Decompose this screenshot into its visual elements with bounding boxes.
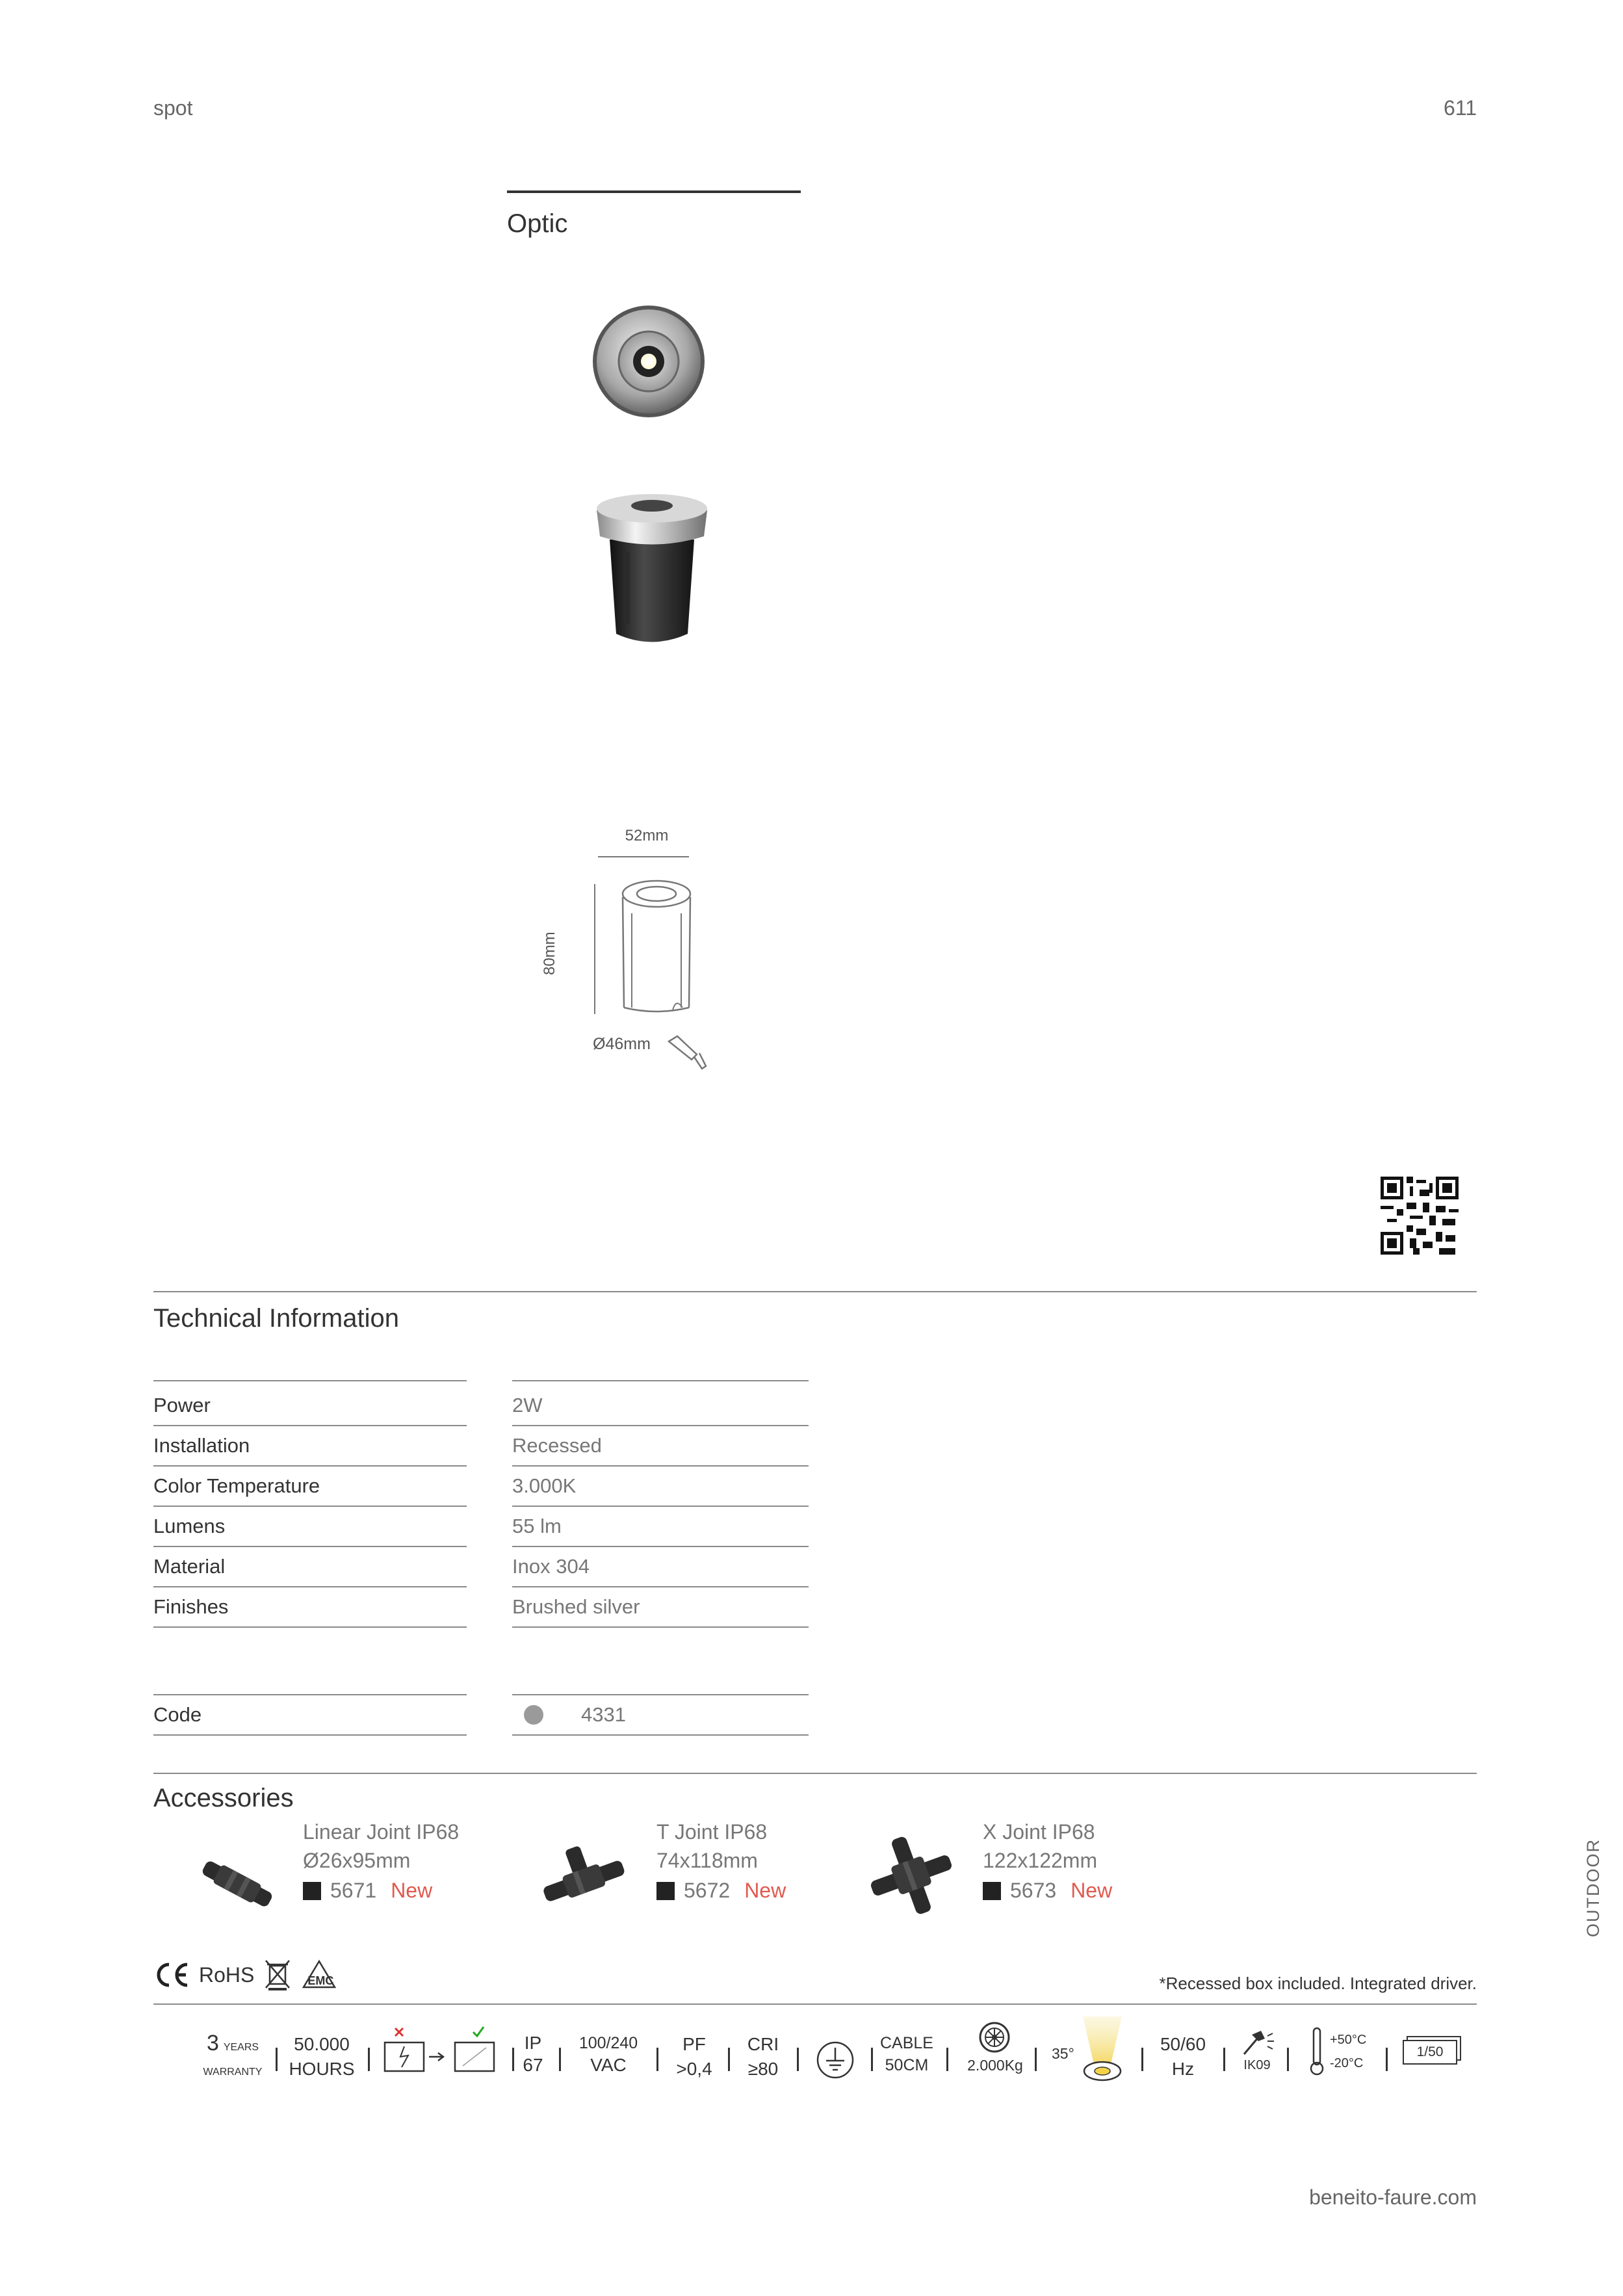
beam-light-icon: [1076, 2013, 1128, 2084]
pf-value: >0,4: [676, 2059, 712, 2079]
pack-units: 1/50: [1416, 2044, 1444, 2059]
table-row: [512, 1547, 809, 1587]
load-wheel-icon: [978, 2020, 1011, 2054]
accessory-code-row: [303, 1879, 459, 1903]
table-row: [512, 1386, 809, 1426]
accessory-item[interactable]: [303, 1818, 459, 1903]
spec-hours: [286, 2032, 357, 2081]
certifications: [153, 1958, 337, 1992]
warranty-label: WARRANTY: [203, 2067, 263, 2078]
row-value: Brushed silver: [512, 1595, 640, 1618]
accessory-size: 74x118mm: [656, 1849, 758, 1872]
table-row: [153, 1547, 467, 1587]
ip-label: IP: [524, 2033, 542, 2053]
spec-separator: [946, 2048, 948, 2071]
dimension-height: 80mm: [541, 932, 558, 975]
spec-separator: [728, 2048, 730, 2071]
table-row: [153, 1507, 467, 1547]
spec-separator: [1223, 2048, 1225, 2071]
spec-table-labels: [153, 1386, 467, 1628]
table-row: [512, 1587, 809, 1628]
row-value: Recessed: [512, 1434, 602, 1457]
row-label: Power: [153, 1394, 211, 1416]
cable-label: CABLE: [880, 2034, 933, 2052]
table-row: [512, 1426, 809, 1467]
finish-black-swatch-icon: [656, 1882, 675, 1900]
ce-mark-icon: [153, 1961, 190, 1989]
ip-value: 67: [523, 2055, 543, 2075]
spec-separator: [1287, 2048, 1289, 2071]
row-label: Installation: [153, 1434, 250, 1457]
rohs-label: RoHS: [199, 1963, 255, 1987]
packaging-box-icon: [1403, 2040, 1457, 2065]
temp-max: +50°C: [1330, 2033, 1367, 2047]
accessory-item[interactable]: [983, 1818, 1112, 1903]
spec-temperature: [1330, 2028, 1366, 2075]
code-value: 4331: [581, 1703, 626, 1726]
accessory-size: Ø26x95mm: [303, 1849, 411, 1872]
emc-label: EMC: [307, 1974, 334, 1987]
optic-rule: [507, 190, 801, 193]
linear-joint-image: [195, 1858, 279, 1910]
finish-black-swatch-icon: [983, 1882, 1001, 1900]
code-label: Code: [153, 1703, 202, 1726]
new-badge: New: [1071, 1879, 1113, 1902]
dimension-drawing: [591, 852, 708, 1021]
warranty-unit: YEARS: [223, 2042, 259, 2053]
row-label: Finishes: [153, 1595, 229, 1618]
row-label: Lumens: [153, 1515, 226, 1537]
code-value-cell: [512, 1695, 809, 1736]
accessory-code: 5672: [684, 1879, 731, 1902]
section-label: spot: [153, 96, 193, 120]
page-number: 611: [1443, 96, 1477, 120]
accessory-code: 5671: [330, 1879, 377, 1902]
spec-voltage: [569, 2032, 647, 2076]
spec-separator: [656, 2048, 658, 2071]
spec-separator: [368, 2048, 370, 2071]
freq-label: Hz: [1171, 2059, 1195, 2079]
accessory-code-row: [656, 1879, 786, 1903]
thermometer-icon: [1308, 2026, 1326, 2076]
hours-label: HOURS: [289, 2059, 355, 2079]
glass-replacement-icon: [382, 2024, 499, 2076]
earth-ground-icon: [815, 2040, 855, 2080]
technical-title: Technical Information: [153, 1304, 399, 1333]
spec-separator: [1386, 2048, 1388, 2071]
row-label: Color Temperature: [153, 1474, 320, 1497]
row-value: Inox 304: [512, 1555, 590, 1578]
emc-icon: [301, 1959, 337, 1991]
new-badge: New: [391, 1879, 433, 1902]
row-value: 3.000K: [512, 1474, 577, 1497]
spec-ip: [519, 2032, 547, 2076]
footnote: *Recessed box included. Integrated driver.: [1159, 1974, 1477, 1993]
cri-label: CRI: [747, 2034, 779, 2054]
product-top-view-image: [590, 303, 707, 420]
spec-separator: [1141, 2048, 1143, 2071]
spec-separator: [871, 2048, 873, 2071]
warranty-years: 3: [206, 2031, 219, 2055]
spec-cri: [738, 2032, 788, 2081]
table-rule: [153, 1380, 467, 1381]
table-row: [153, 1426, 467, 1467]
accessories-title: Accessories: [153, 1784, 294, 1812]
pf-label: PF: [682, 2034, 706, 2054]
spec-separator: [1035, 2048, 1037, 2071]
website-link[interactable]: beneito-faure.com: [1309, 2185, 1477, 2209]
accessory-item[interactable]: [656, 1818, 786, 1903]
accessory-name: Linear Joint IP68: [303, 1820, 460, 1844]
temp-min: -20°C: [1330, 2056, 1364, 2070]
row-label: Material: [153, 1555, 226, 1578]
impact-hammer-icon: [1239, 2029, 1275, 2057]
dimension-cut: Ø46mm: [593, 1035, 651, 1053]
weee-bin-icon: [263, 1958, 292, 1992]
spec-cable: [877, 2032, 936, 2076]
new-badge: New: [744, 1879, 786, 1902]
table-row: [153, 1386, 467, 1426]
product-side-view-image: [590, 481, 714, 657]
row-value: 55 lm: [512, 1515, 562, 1537]
load-value: 2.000Kg: [967, 2057, 1023, 2074]
table-rule: [512, 1380, 809, 1381]
cri-value: ≥80: [747, 2059, 779, 2079]
finish-black-swatch-icon: [303, 1882, 321, 1900]
table-row: [153, 1587, 467, 1628]
specs-top-rule: [153, 2003, 1477, 2005]
qr-code-icon[interactable]: [1381, 1177, 1459, 1255]
table-row: [153, 1467, 467, 1507]
spec-warranty: [194, 2032, 272, 2083]
side-label: OUTDOOR: [1583, 1838, 1603, 1937]
finish-swatch-icon: [524, 1705, 543, 1725]
x-joint-image: [866, 1833, 957, 1918]
freq-value: 50/60: [1160, 2034, 1206, 2054]
ik-value: IK09: [1243, 2058, 1271, 2072]
voltage-value: 100/240: [578, 2034, 638, 2052]
accessory-size: 122x122mm: [983, 1849, 1098, 1872]
accessory-code: 5673: [1010, 1879, 1057, 1902]
accessories-top-rule: [153, 1773, 1477, 1774]
spec-pf: [668, 2032, 720, 2081]
technical-top-rule: [153, 1291, 1477, 1292]
accessory-name: X Joint IP68: [983, 1820, 1095, 1844]
spec-table-values: [512, 1386, 809, 1628]
t-joint-image: [537, 1841, 628, 1912]
spec-separator: [559, 2048, 561, 2071]
spec-separator: [276, 2048, 278, 2071]
code-label-cell: [153, 1695, 467, 1736]
spec-frequency: [1150, 2032, 1215, 2081]
accessory-code-row: [983, 1879, 1112, 1903]
table-row: [512, 1507, 809, 1547]
optic-title: Optic: [507, 209, 568, 238]
cut-tool-icon: [666, 1034, 711, 1073]
beam-angle: 35°: [1052, 2045, 1074, 2062]
dimension-width: 52mm: [625, 827, 669, 844]
voltage-label: VAC: [590, 2055, 627, 2075]
cable-value: 50CM: [885, 2056, 929, 2074]
hours-value: 50.000: [294, 2034, 350, 2054]
row-value: 2W: [512, 1394, 543, 1416]
table-row: [512, 1467, 809, 1507]
spec-separator: [512, 2048, 514, 2071]
accessory-name: T Joint IP68: [656, 1820, 768, 1844]
spec-separator: [797, 2048, 799, 2071]
